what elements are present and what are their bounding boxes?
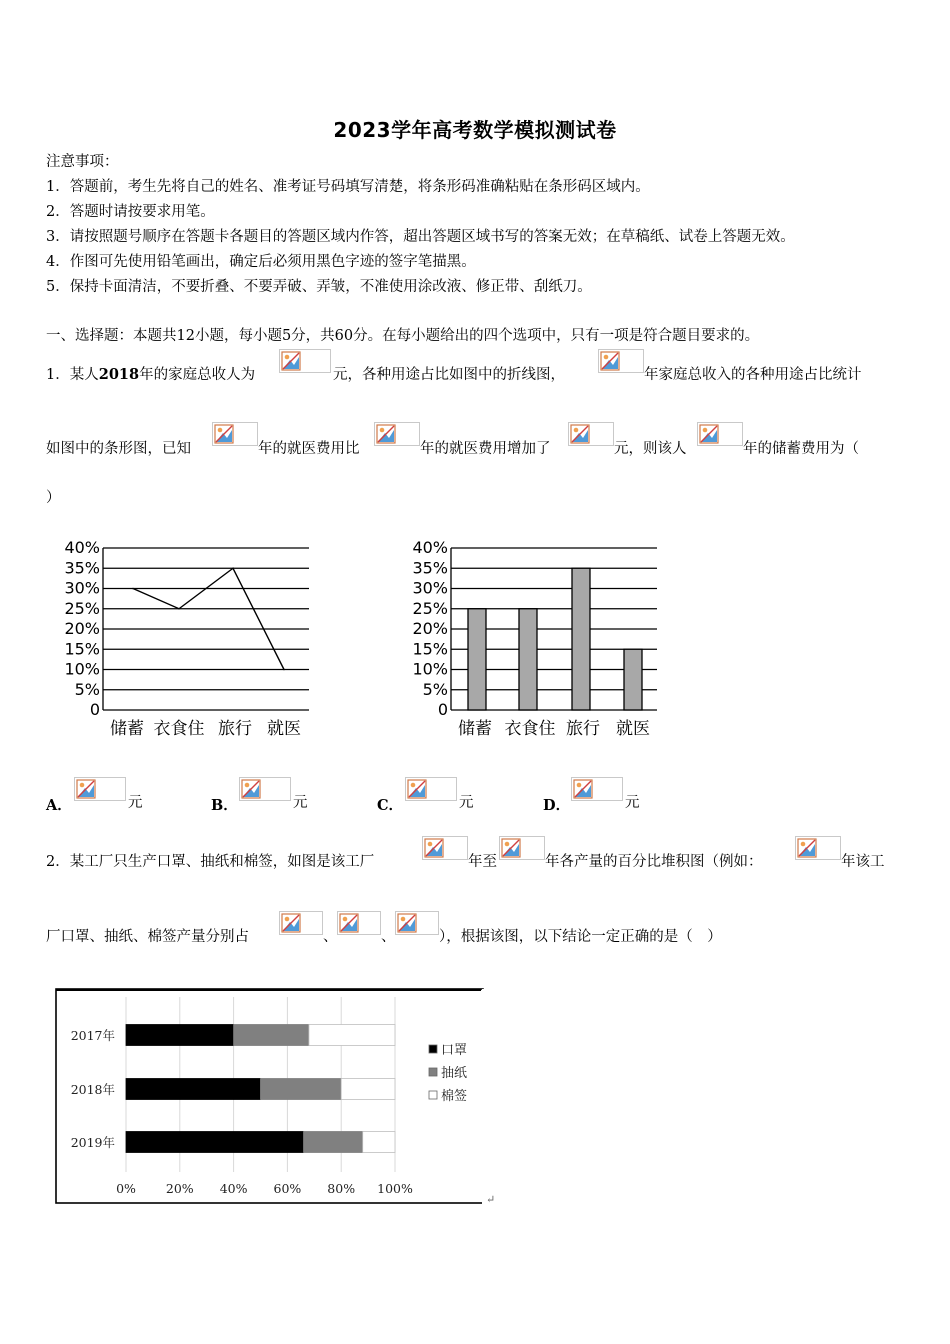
q2-text: 、	[381, 929, 396, 945]
x-tick-label: 储蓄	[458, 719, 492, 739]
x-tick-label: 就医	[267, 719, 301, 739]
broken-image-icon	[499, 836, 545, 860]
q1-text: 元，各种用途占比如图中的折线图，	[333, 367, 565, 383]
x-tick-label: 储蓄	[110, 719, 144, 739]
chart-frame-mask	[482, 989, 500, 1205]
broken-image-icon	[239, 777, 291, 801]
option-b-label[interactable]: B．	[211, 797, 238, 814]
y-tick-label: 25%	[412, 598, 448, 618]
x-tick-label: 旅行	[218, 719, 252, 739]
legend-swatch	[429, 1091, 437, 1099]
option-unit: 元	[459, 795, 474, 811]
q1-text: 1．某人2018年的家庭总收人为	[46, 366, 256, 383]
y-tick-label: 0	[437, 700, 448, 719]
y-tick-label: 15%	[412, 639, 448, 659]
stacked-bar-chart	[55, 987, 500, 1207]
y-tick-label: 40%	[412, 538, 448, 557]
q1-text: ）	[46, 490, 61, 506]
x-tick-label: 0%	[116, 1181, 136, 1196]
y-tick-label: 15%	[64, 639, 100, 659]
broken-image-icon	[568, 422, 614, 446]
x-tick-label: 就医	[616, 719, 650, 739]
bar-segment	[126, 1132, 304, 1153]
page-title: 2023学年高考数学模拟测试卷	[333, 118, 617, 142]
legend-label: 棉签	[441, 1089, 468, 1104]
bar-segment	[126, 1079, 261, 1100]
legend-swatch	[429, 1068, 437, 1076]
y-tick-label: 0	[89, 700, 100, 719]
option-unit: 元	[128, 795, 143, 811]
x-tick-label: 20%	[165, 1181, 194, 1196]
q1-text: 元，则该人	[614, 441, 687, 457]
notice-item: 2．答题时请按要求用笔。	[46, 204, 215, 220]
y-tick-label: 2019年	[70, 1135, 115, 1150]
bar-segment	[341, 1079, 395, 1100]
broken-image-icon	[795, 836, 841, 860]
q1-text: 如图中的条形图，已知	[46, 441, 191, 457]
option-unit: 元	[293, 795, 308, 811]
q1-text: 年的就医费用比	[258, 441, 360, 457]
notice-item: 4．作图可先使用铅笔画出，确定后必须用黑色字迹的签字笔描黑。	[46, 254, 476, 270]
y-tick-label: 10%	[412, 659, 448, 679]
q1-text: 年家庭总收入的各种用途占比统计	[644, 367, 862, 383]
y-tick-label: 5%	[422, 679, 448, 699]
bar-segment	[304, 1132, 363, 1153]
data-point	[132, 588, 134, 590]
bar-segment	[234, 1025, 309, 1046]
line-chart	[55, 535, 325, 745]
section-heading: 一、选择题：本题共12小题，每小题5分，共60分。在每小题给出的四个选项中，只有一项是符合题目要求的。	[46, 328, 760, 344]
option-d-label[interactable]: D．	[543, 797, 571, 814]
broken-image-icon	[212, 422, 258, 446]
bar-chart	[400, 535, 670, 745]
series-line	[133, 568, 284, 669]
broken-image-icon	[598, 349, 644, 373]
bar-segment	[261, 1079, 342, 1100]
x-tick-label: 旅行	[566, 719, 600, 739]
y-tick-label: 5%	[74, 679, 100, 699]
option-c-label[interactable]: C．	[377, 797, 404, 814]
broken-image-icon	[405, 777, 457, 801]
legend-swatch	[429, 1045, 437, 1053]
notice-item: 5．保持卡面清洁，不要折叠、不要弄破、弄皱，不准使用涂改液、修正带、刮纸刀。	[46, 279, 592, 295]
bar	[624, 649, 642, 710]
y-tick-label: 2018年	[70, 1082, 115, 1097]
broken-image-icon	[697, 422, 743, 446]
y-tick-label: 30%	[412, 578, 448, 598]
y-tick-label: 25%	[64, 598, 100, 618]
x-tick-label: 衣食住	[153, 719, 205, 739]
legend-label: 口罩	[441, 1043, 468, 1058]
bar	[468, 609, 486, 710]
q2-text: 、	[323, 929, 338, 945]
broken-image-icon	[571, 777, 623, 801]
option-unit: 元	[625, 795, 640, 811]
q2-text: 年该工	[841, 854, 885, 870]
q2-text: 厂口罩、抽纸、棉签产量分别占	[46, 929, 249, 945]
y-tick-label: 35%	[412, 558, 448, 578]
bar-segment	[126, 1025, 234, 1046]
notice-heading: 注意事项：	[46, 154, 119, 170]
broken-image-icon	[74, 777, 126, 801]
x-tick-label: 40%	[219, 1181, 248, 1196]
notice-item: 3．请按照题号顺序在答题卡各题目的答题区域内作答，超出答题区域书写的答案无效；在草稿纸、试卷上答题无效。	[46, 229, 795, 245]
broken-image-icon	[422, 836, 468, 860]
y-tick-label: 20%	[412, 619, 448, 638]
q2-text: 年各产量的百分比堆积图（例如：	[545, 854, 763, 870]
bar	[519, 609, 537, 710]
y-tick-label: 40%	[64, 538, 100, 557]
data-point	[178, 608, 180, 610]
q2-text: 2．某工厂只生产口罩、抽纸和棉签，如图是该工厂	[46, 854, 375, 870]
x-tick-label: 100%	[377, 1181, 413, 1196]
broken-image-icon	[279, 349, 331, 373]
q1-text: 年的就医费用增加了	[420, 441, 551, 457]
data-point	[232, 567, 234, 569]
x-tick-label: 60%	[273, 1181, 302, 1196]
y-tick-label: 35%	[64, 558, 100, 578]
data-point	[283, 669, 285, 671]
q2-text: 年至	[468, 854, 497, 870]
y-tick-label: 30%	[64, 578, 100, 598]
x-tick-label: 80%	[327, 1181, 356, 1196]
q2-text: ），根据该图，以下结论一定正确的是（ ）	[439, 929, 722, 945]
bar	[572, 568, 590, 710]
option-a-label[interactable]: A．	[46, 797, 72, 814]
y-tick-label: 10%	[64, 659, 100, 679]
y-tick-label: 20%	[64, 619, 100, 638]
bar-segment	[309, 1025, 395, 1046]
notice-item: 1．答题前，考生先将自己的姓名、准考证号码填写清楚，将条形码准确粘贴在条形码区域内。	[46, 179, 650, 195]
legend-label: 抽纸	[441, 1066, 468, 1081]
q1-text: 年的储蓄费用为（	[743, 441, 859, 457]
broken-image-icon	[395, 911, 439, 935]
y-tick-label: 2017年	[70, 1028, 115, 1043]
paragraph-mark-icon: ↵	[486, 1193, 496, 1206]
broken-image-icon	[374, 422, 420, 446]
broken-image-icon	[337, 911, 381, 935]
broken-image-icon	[279, 911, 323, 935]
bar-segment	[363, 1132, 395, 1153]
x-tick-label: 衣食住	[504, 719, 556, 739]
